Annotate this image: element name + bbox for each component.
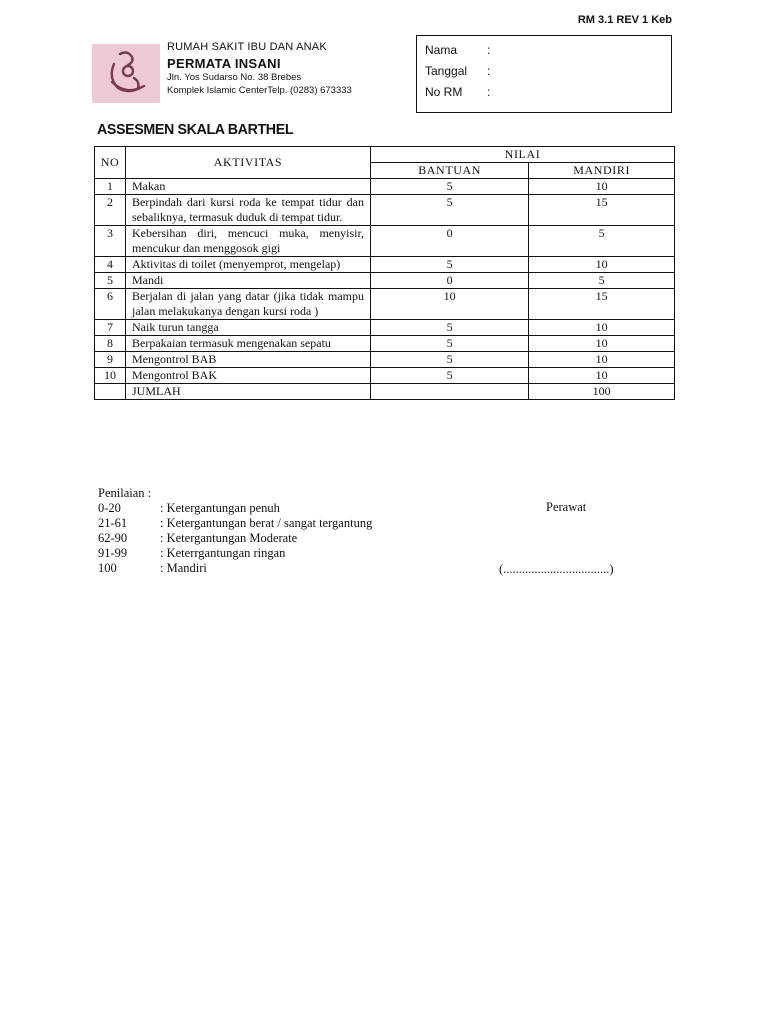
row-activity: Berpakaian termasuk mengenakan sepatu <box>126 336 371 352</box>
row-mandiri: 15 <box>529 195 675 226</box>
col-header-bantuan: BANTUAN <box>371 163 529 179</box>
patient-date-row[interactable] <box>425 60 671 81</box>
table-row <box>95 179 675 195</box>
row-activity: Berjalan di jalan yang datar (jika tidak mampu jalan melakukanya dengan kursi roda ) <box>126 289 371 320</box>
row-bantuan: 5 <box>371 336 529 352</box>
table-body <box>95 179 675 384</box>
row-activity: Mengontrol BAK <box>126 368 371 384</box>
table-row <box>95 273 675 289</box>
row-no: 7 <box>95 320 126 336</box>
table-row <box>95 368 675 384</box>
patient-name-row[interactable] <box>425 39 671 60</box>
patient-rm-sep: : <box>487 84 491 99</box>
row-activity: Berpindah dari kursi roda ke tempat tidur dan sebaliknya, termasuk duduk di tempat tidur. <box>126 195 371 226</box>
hospital-name: PERMATA INSANI <box>167 55 281 71</box>
row-no: 9 <box>95 352 126 368</box>
signature-line[interactable]: (..................................) <box>499 562 614 576</box>
row-no: 3 <box>95 226 126 257</box>
table-row <box>95 257 675 273</box>
row-mandiri: 5 <box>529 226 675 257</box>
row-activity: Aktivitas di toilet (menyemprot, mengelap) <box>126 257 371 273</box>
row-bantuan: 10 <box>371 289 529 320</box>
col-header-no: NO <box>95 147 126 179</box>
hospital-header <box>167 40 352 98</box>
scoring-text: : Ketergantungan Moderate <box>160 531 298 545</box>
row-activity: Kebersihan diri, mencuci muka, menyisir, mencukur dan menggosok gigi <box>126 226 371 257</box>
patient-name-sep: : <box>487 42 491 57</box>
row-activity: Makan <box>126 179 371 195</box>
patient-rm-row[interactable] <box>425 81 671 102</box>
mother-child-logo-icon <box>92 44 160 103</box>
hospital-contact: Komplek Islamic CenterTelp. (0283) 673333 <box>167 85 352 97</box>
table-row <box>95 336 675 352</box>
row-mandiri: 10 <box>529 368 675 384</box>
scoring-range: 100 <box>98 561 117 575</box>
row-mandiri: 10 <box>529 257 675 273</box>
row-no: 8 <box>95 336 126 352</box>
patient-name-label: Nama <box>425 42 458 57</box>
table-row <box>95 352 675 368</box>
row-no: 6 <box>95 289 126 320</box>
row-mandiri: 5 <box>529 273 675 289</box>
row-activity: Mengontrol BAB <box>126 352 371 368</box>
scoring-legend <box>98 486 372 576</box>
total-no-cell <box>95 384 126 400</box>
patient-date-label: Tanggal <box>425 63 468 78</box>
barthel-table <box>94 146 675 400</box>
hospital-logo <box>92 44 160 103</box>
hospital-type: RUMAH SAKIT IBU DAN ANAK <box>167 41 327 53</box>
table-row <box>95 320 675 336</box>
row-mandiri: 10 <box>529 179 675 195</box>
col-header-mandiri: MANDIRI <box>529 163 675 179</box>
row-no: 5 <box>95 273 126 289</box>
row-mandiri: 15 <box>529 289 675 320</box>
scoring-text: : Ketergantungan berat / sangat tergantung <box>160 516 373 530</box>
total-bantuan <box>371 384 529 400</box>
row-activity: Naik turun tangga <box>126 320 371 336</box>
row-bantuan: 5 <box>371 320 529 336</box>
scoring-item <box>98 501 372 516</box>
row-bantuan: 5 <box>371 352 529 368</box>
scoring-range: 62-90 <box>98 531 128 545</box>
scoring-heading: Penilaian : <box>98 486 152 500</box>
row-mandiri: 10 <box>529 336 675 352</box>
scoring-range: 91-99 <box>98 546 128 560</box>
nurse-label: Perawat <box>546 500 587 514</box>
table-row <box>95 195 675 226</box>
patient-rm-label: No RM <box>425 84 463 99</box>
scoring-list <box>98 501 372 576</box>
scoring-item <box>98 561 372 576</box>
total-row <box>95 384 675 400</box>
row-mandiri: 10 <box>529 320 675 336</box>
row-no: 2 <box>95 195 126 226</box>
scoring-text: : Keterrgantungan ringan <box>160 546 286 560</box>
scoring-range: 0-20 <box>98 501 121 515</box>
table-row <box>95 226 675 257</box>
page-title: ASSESMEN SKALA BARTHEL <box>97 121 294 138</box>
total-label: JUMLAH <box>126 384 371 400</box>
document-code: RM 3.1 REV 1 Keb <box>577 14 672 26</box>
scoring-item <box>98 531 372 546</box>
total-mandiri: 100 <box>529 384 675 400</box>
row-bantuan: 5 <box>371 368 529 384</box>
table-row <box>95 289 675 320</box>
row-no: 4 <box>95 257 126 273</box>
row-no: 1 <box>95 179 126 195</box>
hospital-address: Jln. Yos Sudarso No. 38 Brebes <box>167 72 302 84</box>
row-activity: Mandi <box>126 273 371 289</box>
patient-date-sep: : <box>487 63 491 78</box>
row-bantuan: 0 <box>371 273 529 289</box>
row-no: 10 <box>95 368 126 384</box>
scoring-item <box>98 546 372 561</box>
patient-info-box <box>416 35 672 113</box>
scoring-item <box>98 516 372 531</box>
col-header-nilai: NILAI <box>371 147 675 163</box>
scoring-text: : Ketergantungan penuh <box>160 501 280 515</box>
row-bantuan: 5 <box>371 257 529 273</box>
scoring-range: 21-61 <box>98 516 128 530</box>
scoring-text: : Mandiri <box>160 561 207 575</box>
col-header-activity: AKTIVITAS <box>126 147 371 179</box>
row-mandiri: 10 <box>529 352 675 368</box>
row-bantuan: 5 <box>371 179 529 195</box>
row-bantuan: 0 <box>371 226 529 257</box>
row-bantuan: 5 <box>371 195 529 226</box>
